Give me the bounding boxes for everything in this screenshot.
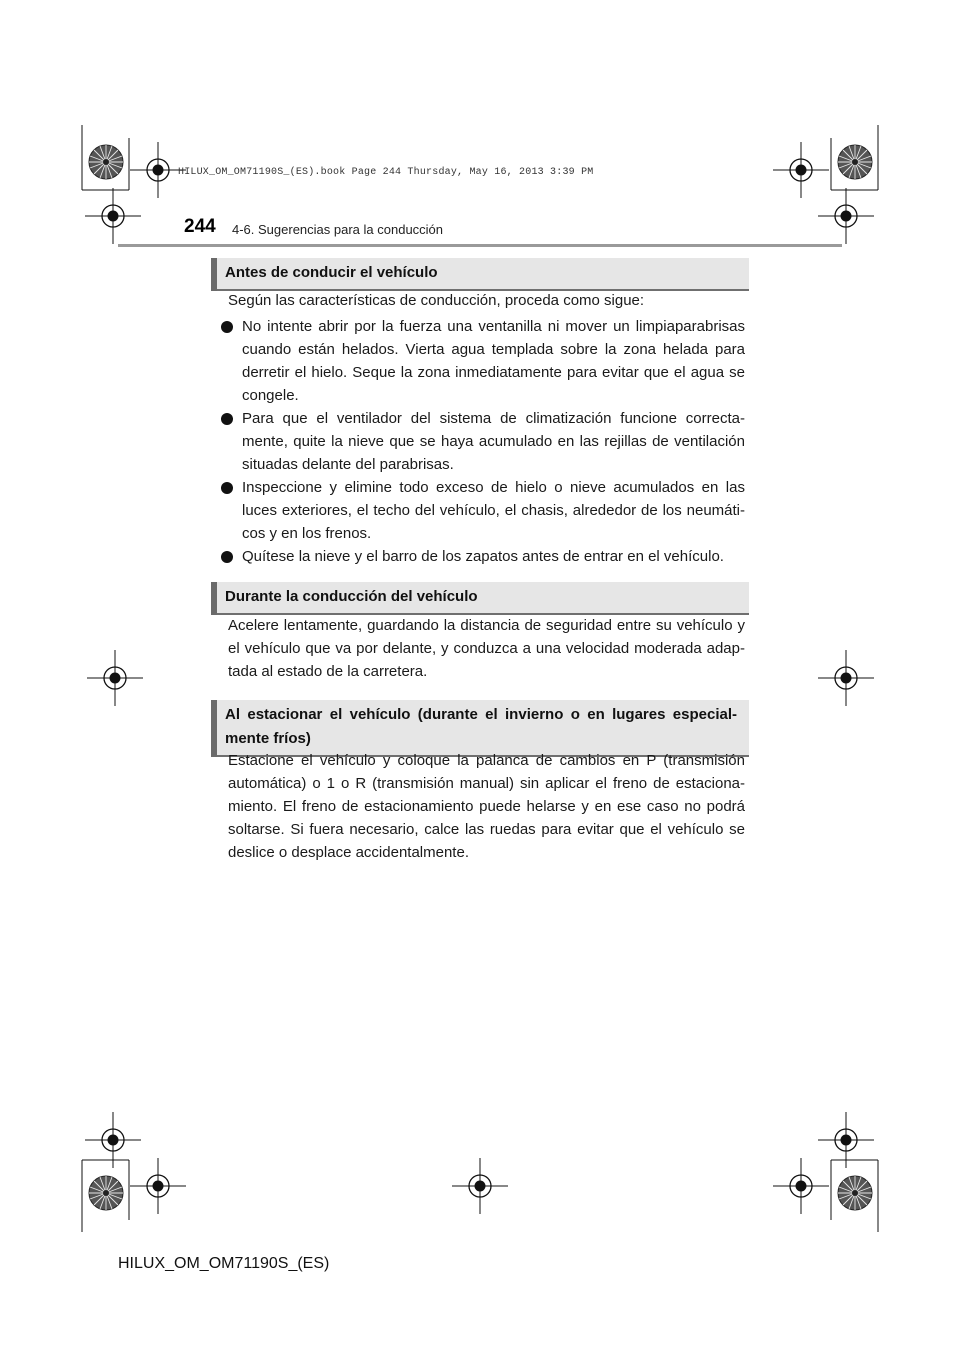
list-item-text: Inspeccione y elimine todo exceso de hielo o nieve acumulados en las luces exteriores, el techo del vehículo, el chasis, alrededor de los neumáti-cos y en los frenos. — [242, 479, 745, 542]
section-title: 4-6. Sugerencias para la conducción — [232, 222, 444, 237]
section-heading-while-driving: Durante la conducción del vehículo — [211, 582, 749, 615]
section-heading-parking: Al estacionar el vehículo (durante el invierno o en lugares especial-mente fríos) — [211, 700, 749, 757]
list-item — [221, 476, 745, 545]
bullet-icon — [221, 413, 233, 425]
list-item — [221, 315, 745, 407]
list-item — [221, 407, 745, 476]
bullet-icon — [221, 321, 233, 333]
body-text: Estacione el vehículo y coloque la palanca de cambios en P (transmisión automática) o 1 o R (transmisión manual) sin aplicar el freno de estaciona-miento. El freno de estacionamiento puede helarse y en ese caso no podrá soltarse. Si fuera necesario, calce las ruedas para evitar que el vehículo se deslice o desplace accidentalmente. — [228, 752, 745, 861]
bullet-icon — [221, 482, 233, 494]
page-number: 244 — [184, 216, 216, 237]
list-item-text: Quítese la nieve y el barro de los zapatos antes de entrar en el vehículo. — [242, 548, 724, 565]
list-item-text: Para que el ventilador del sistema de climatización funcione correcta-mente, quite la nieve que se haya acumulado en las rejillas de ventilación situadas delante del parabrisas. — [242, 410, 745, 473]
intro-text: Según las características de conducción, proceda como sigue: — [228, 292, 645, 309]
print-stamp: HILUX_OM_OM71190S_(ES).book Page 244 Thursday, May 16, 2013 3:39 PM — [178, 167, 594, 178]
list-item-text: No intente abrir por la fuerza una ventanilla ni mover un limpiaparabrisas cuando están helados. Vierta agua templada sobre la zona helada para derretir el hielo. Seque la zona inmediatamente para evitar que el agua se congele. — [242, 318, 745, 404]
list-item — [221, 545, 745, 568]
body-text: Acelere lentamente, guardando la distancia de seguridad entre su vehículo y el vehículo que va por delante, y conduzca a una velocidad moderada adap-tada al estado de la carretera. — [228, 617, 745, 680]
bullet-icon — [221, 551, 233, 563]
header-rule — [118, 244, 842, 247]
footer-document-code: HILUX_OM_OM71190S_(ES) — [118, 1255, 330, 1272]
section-heading-before-driving: Antes de conducir el vehículo — [211, 258, 749, 291]
